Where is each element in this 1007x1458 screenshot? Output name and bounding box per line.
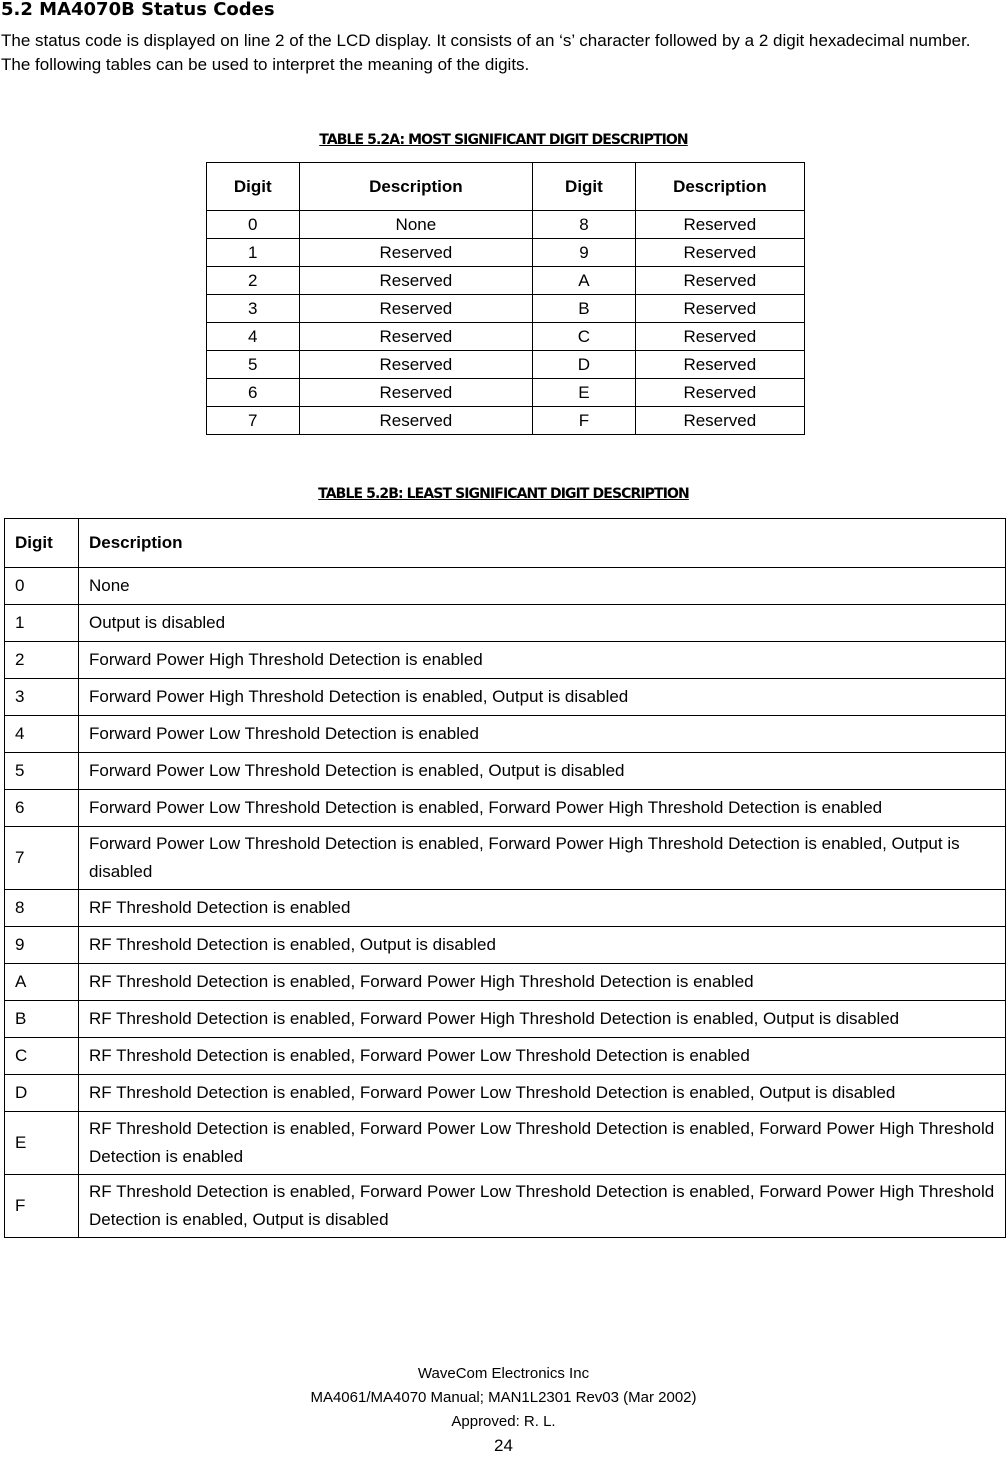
table-row: [207, 407, 805, 435]
table-header-row: [207, 163, 805, 211]
cell-digit: 6: [207, 379, 300, 407]
cell-description: RF Threshold Detection is enabled, Forward Power High Threshold Detection is enabled: [79, 964, 1006, 1001]
cell-digit: B: [5, 1001, 79, 1038]
table-row: [5, 716, 1006, 753]
cell-description: RF Threshold Detection is enabled, Forward Power Low Threshold Detection is enabled, Forward Power High Threshold Detection is enabled: [79, 1112, 1006, 1175]
cell-description: Forward Power High Threshold Detection is enabled, Output is disabled: [79, 679, 1006, 716]
cell-description: RF Threshold Detection is enabled, Forward Power High Threshold Detection is enabled, Output is disabled: [79, 1001, 1006, 1038]
most-significant-digit-table: [206, 162, 805, 435]
column-header-digit: Digit: [533, 163, 635, 211]
cell-description: RF Threshold Detection is enabled, Forward Power Low Threshold Detection is enabled, Output is disabled: [79, 1075, 1006, 1112]
footer-manual: MA4061/MA4070 Manual; MAN1L2301 Rev03 (Mar 2002): [310, 1389, 697, 1406]
cell-digit: A: [533, 267, 635, 295]
intro-paragraph: The status code is displayed on line 2 of the LCD display. It consists of an ‘s’ character followed by a 2 digit hexadecimal number. The following tables can be used to interpret the meaning of the digits.: [1, 31, 971, 74]
table-row: [5, 890, 1006, 927]
table-row: [5, 642, 1006, 679]
table-b-caption: TABLE 5.2B: LEAST SIGNIFICANT DIGIT DESCRIPTION: [318, 486, 689, 502]
cell-description: RF Threshold Detection is enabled, Forward Power Low Threshold Detection is enabled, Forward Power High Threshold Detection is enabled, Output is disabled: [79, 1175, 1006, 1238]
table-a-caption: TABLE 5.2A: MOST SIGNIFICANT DIGIT DESCRIPTION: [319, 132, 688, 148]
cell-description: RF Threshold Detection is enabled, Forward Power Low Threshold Detection is enabled: [79, 1038, 1006, 1075]
cell-description: None: [79, 568, 1006, 605]
table-row: [5, 964, 1006, 1001]
table-row: [207, 295, 805, 323]
table-row: [207, 267, 805, 295]
cell-digit: B: [533, 295, 635, 323]
cell-description: Output is disabled: [79, 605, 1006, 642]
cell-digit: 5: [5, 753, 79, 790]
cell-digit: 1: [5, 605, 79, 642]
least-significant-digit-table: [4, 518, 1006, 1238]
cell-digit: E: [533, 379, 635, 407]
table-row: [5, 753, 1006, 790]
cell-description: Forward Power Low Threshold Detection is enabled, Output is disabled: [79, 753, 1006, 790]
cell-digit: 7: [5, 827, 79, 890]
table-row: [5, 679, 1006, 716]
table-header-row: [5, 519, 1006, 568]
cell-digit: 9: [5, 927, 79, 964]
cell-digit: 1: [207, 239, 300, 267]
cell-description: Reserved: [299, 267, 533, 295]
table-row: [5, 1038, 1006, 1075]
cell-description: Reserved: [299, 379, 533, 407]
column-header-description: Description: [299, 163, 533, 211]
cell-digit: 9: [533, 239, 635, 267]
table-row: [5, 927, 1006, 964]
table-row: [5, 605, 1006, 642]
cell-digit: 4: [207, 323, 300, 351]
cell-description: Forward Power High Threshold Detection is enabled: [79, 642, 1006, 679]
table-row: [5, 1001, 1006, 1038]
cell-description: Reserved: [635, 407, 804, 435]
cell-digit: 8: [533, 211, 635, 239]
cell-digit: 3: [5, 679, 79, 716]
cell-description: Reserved: [635, 323, 804, 351]
cell-digit: 6: [5, 790, 79, 827]
table-row: [207, 239, 805, 267]
cell-description: Reserved: [299, 407, 533, 435]
cell-description: Reserved: [299, 323, 533, 351]
cell-description: Reserved: [299, 239, 533, 267]
cell-digit: 2: [5, 642, 79, 679]
cell-digit: E: [5, 1112, 79, 1175]
cell-description: Reserved: [635, 379, 804, 407]
table-row: [5, 827, 1006, 890]
table-row: [5, 1112, 1006, 1175]
column-header-description: Description: [79, 519, 1006, 568]
cell-digit: D: [533, 351, 635, 379]
table-row: [5, 1075, 1006, 1112]
cell-description: Forward Power Low Threshold Detection is enabled, Forward Power High Threshold Detection is enabled: [79, 790, 1006, 827]
cell-digit: F: [533, 407, 635, 435]
column-header-digit: Digit: [207, 163, 300, 211]
cell-description: Forward Power Low Threshold Detection is enabled: [79, 716, 1006, 753]
table-row: [207, 351, 805, 379]
table-row: [207, 379, 805, 407]
cell-digit: 3: [207, 295, 300, 323]
cell-description: Reserved: [635, 211, 804, 239]
cell-digit: 2: [207, 267, 300, 295]
cell-description: None: [299, 211, 533, 239]
cell-description: RF Threshold Detection is enabled: [79, 890, 1006, 927]
cell-digit: A: [5, 964, 79, 1001]
cell-description: Reserved: [299, 351, 533, 379]
column-header-digit: Digit: [5, 519, 79, 568]
cell-description: Reserved: [299, 295, 533, 323]
table-row: [207, 323, 805, 351]
cell-digit: C: [5, 1038, 79, 1075]
cell-description: Reserved: [635, 267, 804, 295]
table-row: [5, 568, 1006, 605]
section-heading: 5.2 MA4070B Status Codes: [1, 0, 275, 20]
cell-description: Reserved: [635, 239, 804, 267]
table-row: [5, 790, 1006, 827]
page-number: 24: [494, 1436, 513, 1455]
cell-digit: F: [5, 1175, 79, 1238]
table-row: [5, 1175, 1006, 1238]
cell-description: Forward Power Low Threshold Detection is enabled, Forward Power High Threshold Detection is enabled, Output is disabled: [79, 827, 1006, 890]
table-row: [207, 211, 805, 239]
cell-description: RF Threshold Detection is enabled, Output is disabled: [79, 927, 1006, 964]
cell-digit: 5: [207, 351, 300, 379]
cell-digit: 0: [207, 211, 300, 239]
footer-approved: Approved: R. L.: [451, 1413, 556, 1430]
cell-digit: 7: [207, 407, 300, 435]
cell-digit: 0: [5, 568, 79, 605]
cell-digit: D: [5, 1075, 79, 1112]
cell-description: Reserved: [635, 351, 804, 379]
cell-digit: 4: [5, 716, 79, 753]
cell-digit: 8: [5, 890, 79, 927]
column-header-description: Description: [635, 163, 804, 211]
footer-company: WaveCom Electronics Inc: [417, 1365, 590, 1382]
cell-digit: C: [533, 323, 635, 351]
cell-description: Reserved: [635, 295, 804, 323]
